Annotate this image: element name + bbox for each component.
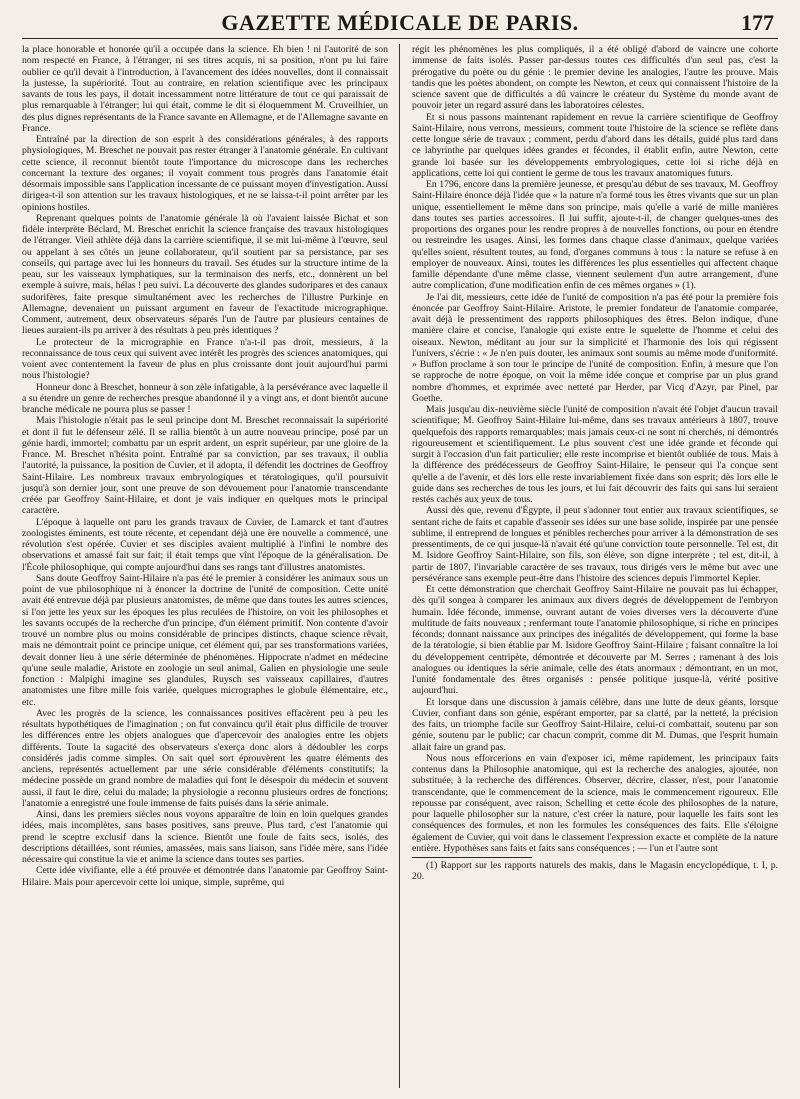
footnote: (1) Rapport sur les rapports naturels des makis, dans le Magasin encyclopédique, t. I, p. 20. xyxy=(412,860,778,883)
running-title: GAZETTE MÉDICALE DE PARIS. xyxy=(221,10,579,35)
column-divider xyxy=(399,44,400,1088)
text-columns xyxy=(22,44,778,1088)
newspaper-page xyxy=(22,8,778,1090)
paragraph: la place honorable et honorée qu'il a occupée dans la science. Eh bien ! ni l'autorité de son nom respecté en France, à l'étranger, ni ses titres acquis, ni sa position, n'ont pu lui faire oublier ce qu'il devait à l'introduction, à l'avancement des idées nouvelles, dont il connaissait la justesse, la supériorité. Tout au contraire, en relation scientifique avec les principaux savants de tous les pays, il dotait incessamment notre littérature de tout ce qui paraissait de plus remarquable à l'étranger; lui qui était, comme le dit si éloquemment M. Cruveilhier, un des plus dignes représentants de la France savante en Allemagne, et de l'Allemagne savante en France. xyxy=(22,44,388,134)
paragraph: régit les phénomènes les plus compliqués, il a été obligé d'abord de vaincre une cohorte immense de faits isolés. Passer par-dessus toutes ces difficultés d'un seul pas, c'est la prérogative du poète ou du génie : le premier devine les analogies, l'autre les prouve. Mais tandis que les poètes abondent, on compte les Newton, et ceux qui connaissent l'histoire de la science savent que de difficultés a dû vaincre le créateur du Système du monde avant de pouvoir jeter un regard assuré dans les laboratoires célestes. xyxy=(412,44,778,112)
paragraph: Mais jusqu'au dix-neuvième siècle l'unité de composition n'avait été l'objet d'aucun travail scientifique; M. Geoffroy Saint-Hilaire lui-même, dans ses travaux antérieurs à 1807, trouve quelquefois des rapports remarquables; mais jamais ceux-ci ne sont ni cherchés, ni démontrés rigoureusement et scientifiquement. Le plus souvent c'est une idée grande et féconde qui surgit à l'occasion d'un fait particulier; elle reste incomprise et bientôt oubliée de tous. Mais à la différence des prédécesseurs de Geoffroy Saint-Hilaire, le penseur qui l'a conçue sent qu'elle a de l'avenir, et dès lors elle reste invariablement fixée dans son esprit; dès lors elle le guide dans ses recherches de tous les jours, et lui fait découvrir des faits qui sans lui seraient restés cachés aux yeux de tous. xyxy=(412,404,778,505)
paragraph: Et si nous passons maintenant rapidement en revue la carrière scientifique de Geoffroy Saint-Hilaire, nous verrons, messieurs, comment toute l'histoire de la science se reflète dans cette longue série de travaux ; comment, perdu d'abord dans les détails, guidé plus tard dans ce labyrinthe par quelques idées grandes et fécondes, il établit enfin, autre Newton, cette grande loi basée sur les développements embryologiques, cette loi si riche déjà en applications, cette loi qui contient le germe de tous les travaux anatomiques futurs. xyxy=(412,111,778,179)
paragraph: Nous nous efforcerions en vain d'exposer ici, même rapidement, les principaux faits contenus dans la Philosophie anatomique, qui est la recherche des analogies, ajoutée, non substituée, à la recherche des différences. Observer, décrire, classer, n'est, pour l'anatomie transcendante, que le commencement de la science, mais le commencement rigoureux. Elle repousse par conséquent, avec raison, Schelling et cette école des philosophes de la nature, pour laquelle philosopher sur la nature, c'est créer la nature, pour laquelle les faits sont les conséquences des formules, et non les formules les conséquences des faits. Elle s'éloigne également de Cuvier, qui voit dans le classement l'expression exacte et complète de la nature entière. Hypothèses sans faits et faits sans conséquences ; — l'un et l'autre sont xyxy=(412,752,778,854)
paragraph: Mais l'histologie n'était pas le seul principe dont M. Breschet reconnaissait la supériorité et dont il fut le défenseur zélé. Il se rallia bientôt à un autre nouveau principe, posé par un génie hardi, immortel; combattu par un esprit ardent, un esprit supérieur, par une gloire de la France. M. Breschet n'hésita point. Entraîné par sa conviction, par ses travaux, il oublia l'autorité, la puissance, la position de Cuvier, et il adopta, il défendit les doctrines de Geoffroy Saint-Hilaire. Les nombreux travaux embryologiques et tératologiques, qu'il poursuivit jusqu'à son dernier jour, sont une preuve de son dévouement pour l'anatomie transcendante créée par Geoffroy Saint-Hilaire, et dont je vais indiquer en quelques mots le principal caractère. xyxy=(22,415,388,517)
paragraph: Cette idée vivifiante, elle a été prouvée et démontrée dans l'anatomie par Geoffroy Saint-Hilaire. Mais pour apercevoir cette loi unique, simple, suprême, qui xyxy=(22,865,388,888)
paragraph: En 1796, encore dans la première jeunesse, et presqu'au début de ses travaux, M. Geoffroy Saint-Hilaire énonce déjà l'idée que « la nature n'a formé tous les êtres vivants que sur un plan unique, essentiellement le même dans son principe, mais qu'elle a varié de mille manières dans toutes ses parties accessoires. Il lui suffit, ajoute-t-il, de changer quelques-unes des proportions des organes pour les rendre propres à de nouvelles fonctions, ou pour en étendre ou restreindre les usages. Ainsi, les formes dans chaque classe d'animaux, quelque variées qu'elles soient, résultent toutes, au fond, d'organes communs à tous : la nature se refuse à en employer de nouveaux. Ainsi, toutes les différences les plus essentielles qui affectent chaque famille dépendante d'une même classe, viennent seulement d'un autre arrangement, d'une autre complication, d'une modification enfin de ces mêmes organes » (1). xyxy=(412,179,778,292)
paragraph: L'époque à laquelle ont paru les grands travaux de Cuvier, de Lamarck et tant d'autres zoologistes éminents, est toute récente, et cependant déjà une ère nouvelle a commencé, une révolution s'est opérée. Cuvier et ses disciples avaient multiplié à l'infini le nombre des observations et amassé fait sur fait; il était temps que vînt l'époque de la généralisation. De l'École philosophique, qui compte aujourd'hui dans ses rangs tant d'illustres anatomistes. xyxy=(22,516,388,573)
paragraph: Ainsi, dans les premiers siècles nous voyons apparaître de loin en loin quelques grandes idées, mais incomplètes, sans bases positives, sans preuve. Plus tard, c'est l'anatomie qui prend le sceptre exclusif dans la science. Bientôt une foule de faits secs, isolés, des descriptions détaillées, sont réunies, amassées, mais sans liaison, sans l'idée mère, sans l'idée nécessaire qui constitue la vie et anime la science dans toutes ses parties. xyxy=(22,809,388,865)
paragraph: Le protecteur de la micrographie en France n'a-t-il pas droit, messieurs, à la reconnaissance de tous ceux qui suivent avec intérêt les progrès des sciences anatomiques, qui voient avec contentement la faveur de plus en plus croissante dont jouit aujourd'hui parmi nous l'histologie? xyxy=(22,336,388,382)
paragraph: Je l'ai dit, messieurs, cette idée de l'unité de composition n'a pas été pour la première fois énoncée par Geoffroy Saint-Hilaire. Aristote, le premier fondateur de l'anatomie comparée, avait déjà le pressentiment des rapports philosophiques des êtres. Belon indique, d'une manière claire et concise, l'analogie qui existe entre le squelette de l'homme et celui des oiseaux. Newton, méditant au jour sur la simplicité et l'harmonie des lois qui régissent l'univers, s'écrie : « Je n'en puis douter, les animaux sont soumis au même mode d'uniformité. » Buffon proclame à son tour le principe de l'unité de composition. Enfin, à mesure que l'on se rapproche de notre époque, on voit la même idée conçue et comprise par un plus grand nombre d'hommes, et exprimée avec netteté par Herder, par Vicq d'Azyr, par Pinel, par Goethe. xyxy=(412,291,778,404)
paragraph: Reprenant quelques points de l'anatomie générale là où l'avaient laissée Bichat et son fidèle interprète Béclard, M. Breschet enrichit la science française des travaux histologiques de l'étranger. Vieil athlète déjà dans la carrière scientifique, il se mit lui-même à l'œuvre, seul ou appelant à ses côtés un jeune collaborateur, qu'il soutient par sa persistance, par ses conseils, qui partage avec lui les honneurs du travail. Ses études sur la structure intime de la peau, sur les vaisseaux lymphatiques, sur la terminaison des nerfs, etc., donnèrent un bel exemple à suivre, mais, hélas ! peu suivi. La découverte des glandes sudoripares et des canaux sudorifères, faite presque simultanément avec les recherches de l'illustre Purkinje en Allemagne, devenaient un puissant argument en faveur de l'exactitude micrographique. Comment, autrement, deux observateurs séparés l'un de l'autre par plusieurs centaines de lieues auraient-ils pu arriver à des résultats à peu près identiques ? xyxy=(22,212,388,337)
paragraph: Et cette démonstration que cherchait Geoffroy Saint-Hilaire ne pouvait pas lui échapper, dès qu'il songea à comparer les animaux aux divers degrés de développement de l'embryon humain. Idée féconde, immense, ouvrant autant de voies diverses vers la découverte d'une multitude de faits nouveaux ; renfermant toute l'anatomie philosophique, si riche en principes féconds; donnant naissance aux principes des inégalités de développement, qui forme la base de la tératologie, si bien établie par M. Isidore Geoffroy Saint-Hilaire ; faisant connaître la loi du développement centripète, démontrée et découverte par M. Serres ; ramenant à des lois analogues ou identiques la série animale, celle des états anormaux ; démontrant, en un mot, l'unité fondamentale des êtres organisés : pensée politique jusque-là, vérité positive aujourd'hui. xyxy=(412,584,778,697)
paragraph: Et lorsque dans une discussion à jamais célèbre, dans une lutte de deux géants, lorsque Cuvier, confiant dans son génie, espérant emporter, par sa clarté, par la netteté, la précision des faits, un triomphe facile sur Geoffroy Saint-Hilaire, celui-ci combattait, soutenu par son génie, soutenu par le public; car chacun comprit, comme dit M. Dumas, que l'esprit humain allait faire un grand pas. xyxy=(412,696,778,753)
right-column xyxy=(412,44,778,1088)
page-number: 177 xyxy=(741,10,774,35)
paragraph: Honneur donc à Breschet, honneur à son zèle infatigable, à la persévérance avec laquelle il a su étendre un genre de recherches presque abandonné il y a vingt ans, et dont bientôt aucune branche médicale ne pourra plus se passer ! xyxy=(22,381,388,415)
paragraph: Sans doute Geoffroy Saint-Hilaire n'a pas été le premier à considérer les animaux sous un point de vue philosophique ni à énoncer la doctrine de l'unité de composition. Cette unité avait été entrevue déjà par plusieurs anatomistes, de même que dans toutes les autres sciences, si l'on jette les yeux sur les époques les plus reculées de l'histoire, on voit les philosophes et les savants occupés de la recherche d'un principe, d'un élément primitif. Non contente d'avoir trouvé un nombre plus ou moins considérable de principes distincts, chaque science rêvait, mais ne démontrait point ce principe unique, cet élément qui, par ses transformations variées, devait donner lieu à une série déterminée de phénomènes. Hippocrate n'admet en médecine qu'une seule maladie, Aristote en zoologie un seul animal, Galien en physiologie une seule fonction : Malpighi imagine ses glandules, Ruysch ses vaisseaux capillaires, d'autres anatomistes une fibre mille fois variée, quelques micrographes le globule élémentaire, etc., etc. xyxy=(22,572,388,708)
footnote-divider xyxy=(412,857,532,858)
paragraph: Aussi dès que, revenu d'Égypte, il peut s'adonner tout entier aux travaux scientifiques, se sentant riche de faits et capable d'asseoir ses idées sur une base solide, inspirée par une pensée sublime, il entreprend de longues et pénibles recherches pour arriver à la démonstration de ses pressentiments, de ce qui jusque-là n'avait été qu'une conviction toute personnelle. Tel est, dit M. Isidore Geoffroy Saint-Hilaire, son fils, son élève, son digne interprète ; tel est, dit-il, à partir de 1807, l'invariable caractère de ses travaux, tous dirigés vers le même but avec une persévérance sans exemple peut-être dans l'histoire des sciences depuis l'immortel Kepler. xyxy=(412,505,778,584)
paragraph: Entraîné par la direction de son esprit à des considérations générales, à des rapports physiologiques, M. Breschet ne pouvait pas rester étranger à l'anatomie générale. En cultivant cette science, il reconnut bientôt toute l'importance du microscope dans les recherches concernant la texture des organes; il voyait comment tous progrès dans l'anatomie était désormais impossible sans l'application incessante de ce puissant moyen d'investigation. Aussi dirigea-t-il son attention sur les travaux histologiques, et ne se laissa-t-il point arrêter par les opinions hostiles. xyxy=(22,134,388,213)
page-header xyxy=(22,8,778,39)
paragraph: Avec les progrès de la science, les connaissances positives effacèrent peu à peu les résultats hypothétiques de l'imagination ; on fut convaincu qu'il était plus difficile de trouver les différences entre les objets analogues que d'apercevoir des analogies entre les objets différents. Toute la sagacité des observateurs s'exerça donc alors à dédoubler les corps considérés jadis comme simples. On sait quel sort éprouvèrent les quatre éléments des anciens, représentés actuellement par une série considérable d'éléments constitutifs; la médecine possède un grand nombre de maladies qui font le désespoir du médecin et souvent aussi, il faut le dire, celui du malade; la physiologie a reconnu plusieurs ordres de fonctions; l'anatomie a enregistré une foule immense de faits puisés dans la série animale. xyxy=(22,707,388,809)
left-column xyxy=(22,44,388,1088)
